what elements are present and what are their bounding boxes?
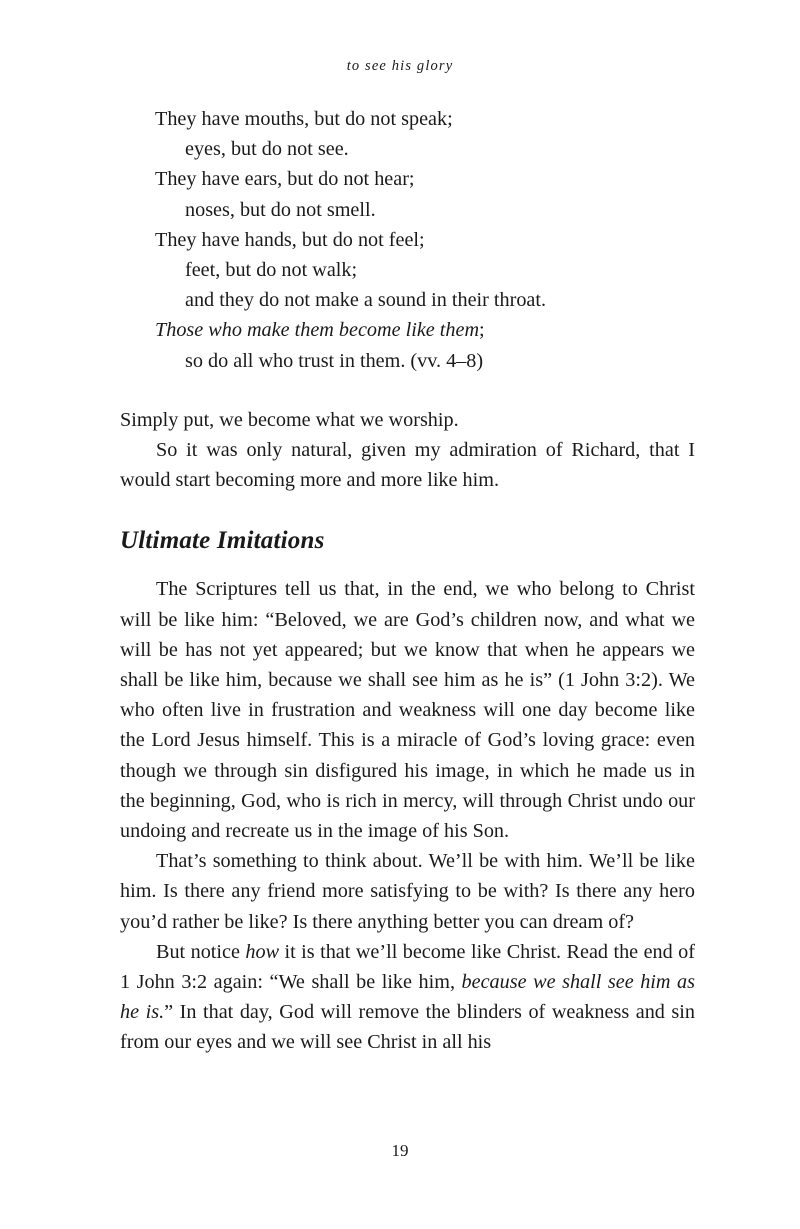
poem-line: and they do not make a sound in their throat. [185, 289, 547, 312]
poem-line [155, 315, 695, 345]
body-paragraph: That’s something to think about. We’ll be with him. We’ll be like him. Is there any friend more satisfying to be with? Is there any hero you’d rather be like? Is there anything better you can dream of? [120, 850, 695, 933]
paragraph-text-run: ” In that day, God will remove the blinders of weakness and sin from our eyes and we will see Christ in all his [120, 1001, 695, 1054]
body-paragraph [120, 937, 695, 1058]
text-block [120, 104, 695, 1058]
page-number: 19 [391, 1141, 409, 1160]
body-paragraph: So it was only natural, given my admiration of Richard, that I would start becoming more and more like him. [120, 439, 695, 492]
spacer [120, 376, 695, 405]
section-heading: Ultimate Imitations [120, 527, 325, 555]
body-paragraph: Simply put, we become what we worship. [120, 408, 459, 431]
body-paragraph: The Scriptures tell us that, in the end, we who belong to Christ will be like him: “Beloved, we are God’s children now, and what we will be has not yet appeared; but we know that when he appears we shall be like him, because we shall see him as he is” (1 John 3:2). We who often live in frustration and weakness will one day become like the Lord Jesus himself. This is a miracle of God’s loving grace: even though we through sin disfigured his image, in which he made us in the beginning, God, who is rich in mercy, will through Christ undo our undoing and recreate us in the image of his Son. [120, 578, 695, 843]
paragraph-text-run: it is that we’ll become like Christ. Read the end of 1 John 3:2 again: “We shall be like him, [120, 940, 696, 994]
poem-line: so do all who trust in them. (vv. 4–8) [185, 349, 484, 372]
paragraph-italic-run: how [245, 940, 280, 963]
poem-line: They have mouths, but do not speak; [155, 108, 453, 130]
paragraph-text-run: But notice [156, 940, 246, 963]
spacer [120, 556, 695, 574]
spacer [120, 495, 695, 526]
poem-line: noses, but do not smell. [185, 198, 376, 221]
poem-line: feet, but do not walk; [185, 259, 358, 282]
poem-line: They have ears, but do not hear; [155, 168, 415, 191]
running-head: to see his glory [346, 58, 454, 74]
poem-block-quote [120, 104, 695, 376]
poem-line-italic: Those who make them become like them [155, 319, 480, 342]
poem-line: They have hands, but do not feel; [155, 228, 425, 251]
paragraph-italic-run: because we shall see him as he is. [120, 971, 695, 1024]
poem-line-punctuation: ; [479, 319, 485, 342]
poem-line: eyes, but do not see. [185, 138, 349, 161]
